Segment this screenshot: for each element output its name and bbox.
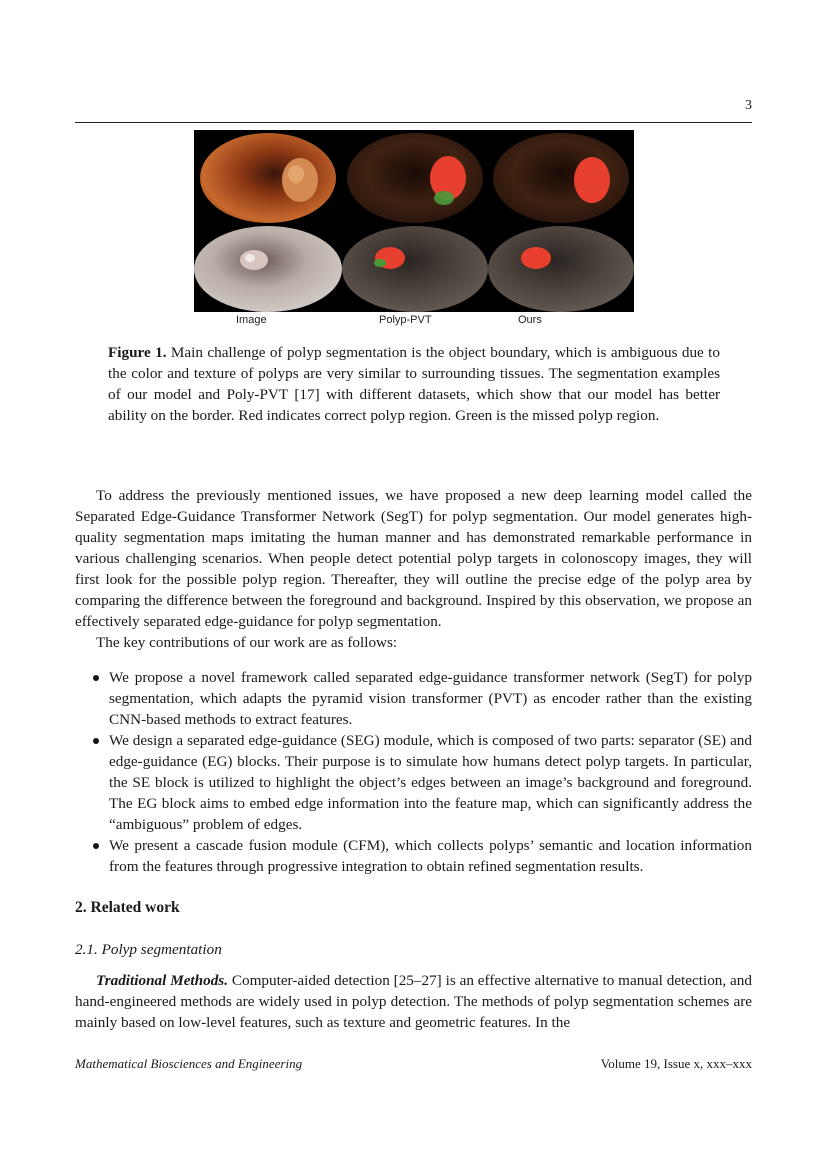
row2-ours <box>488 226 634 312</box>
header-rule <box>75 122 752 123</box>
figure-1 <box>194 130 634 312</box>
caption-label: Figure 1. <box>108 344 167 361</box>
col-label-ours: Ours <box>518 314 542 326</box>
paragraph-2: The key contributions of our work are as follows: <box>96 634 398 651</box>
paragraph-1: To address the previously mentioned issues, we have proposed a new deep learning model called the Separated Edge-Guidance Transformer Network (SegT) for polyp segmentation. Our model generates high-quality segmentation maps imitating the human manner and has demonstrated remarkable performance in various challenging scenarios. When people detect potential polyp targets in colonoscopy images, they will first look for the possible polyp region. Thereafter, they will outline the precise edge of the polyp area by comparing the difference between the foreground and background. Inspired by this observation, we propose an effectively separated edge-guidance for polyp segmentation. <box>75 487 752 630</box>
list-item-text: We present a cascade fusion module (CFM), which collects polyps’ semantic and location information from the features through progressive integration to obtain refined segmentation results. <box>109 837 752 875</box>
list-item <box>75 730 752 835</box>
paragraph-3-lead: Traditional Methods. <box>96 972 228 989</box>
footer-journal: Mathematical Biosciences and Engineering <box>75 1056 303 1071</box>
row1-polyp-pvt <box>342 130 488 226</box>
paragraph-3-text: Computer-aided detection [25–27] is an effective alternative to manual detection, and hand-engineered methods are widely used in polyp detection. The methods of polyp segmentation schemes are mainly based on low-level features, such as texture and geometric features. In the <box>75 972 752 1031</box>
col-label-polyp-pvt: Polyp-PVT <box>379 314 432 326</box>
row2-image <box>194 226 342 312</box>
row1-ours <box>488 130 634 226</box>
caption-text: Main challenge of polyp segmentation is the object boundary, which is ambiguous due to the color and texture of polyps are very similar to surrounding tissues. The segmentation examples of our model and Poly-PVT [17] with different datasets, which show that our model has better ability on the border. Red indicates correct polyp region. Green is the missed polyp region. <box>108 344 720 424</box>
bullet-icon <box>93 738 99 744</box>
figure-caption <box>108 342 720 426</box>
body-paragraphs <box>75 485 752 653</box>
list-item-text: We propose a novel framework called separated edge-guidance transformer network (SegT) for polyp segmentation, which adapts the pyramid vision transformer (PVT) as encoder rather than the existing CNN-based methods to extract features. <box>109 669 752 728</box>
contributions-list <box>75 667 752 877</box>
subsection-heading: 2.1. Polyp segmentation <box>75 941 222 958</box>
row2-polyp-pvt <box>342 226 488 312</box>
page-number: 3 <box>745 98 752 113</box>
bullet-icon <box>93 675 99 681</box>
list-item-text: We design a separated edge-guidance (SEG) module, which is composed of two parts: separator (SE) and edge-guidance (EG) blocks. Their purpose is to simulate how humans detect polyp targets. In particular, the SE block is utilized to highlight the object’s edges between an image’s background and foreground. The EG block aims to embed edge information into the feature map, which can significantly address the “ambiguous” problem of edges. <box>109 732 752 833</box>
list-item <box>75 835 752 877</box>
section-heading: 2. Related work <box>75 899 180 916</box>
footer-volume: Volume 19, Issue x, xxx–xxx <box>600 1056 752 1071</box>
row1-image <box>194 130 342 226</box>
bullet-icon <box>93 843 99 849</box>
list-item <box>75 667 752 730</box>
col-label-image: Image <box>236 314 267 326</box>
paragraph-3 <box>75 970 752 1033</box>
